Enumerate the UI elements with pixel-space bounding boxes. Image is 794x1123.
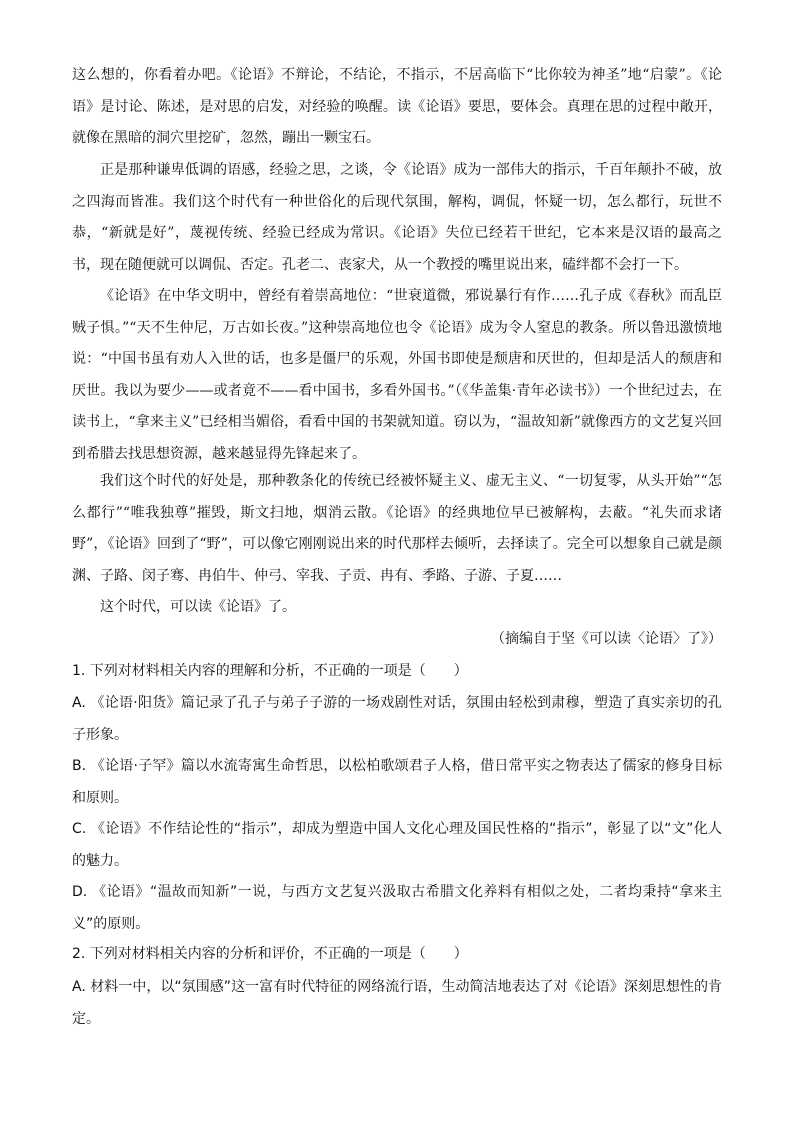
question-1-option-d: D. 《论语》“温故而知新”一说，与西方文艺复兴汲取古希腊文化养料有相似之处，二者均秉持“拿来主义”的原则。: [72, 884, 722, 932]
question-1-option-a: A. 《论语·阳货》篇记录了孔子与弟子子游的一场戏剧性对话，氛围由轻松到肃穆，塑造了真实亲切的孔子形象。: [72, 695, 722, 743]
question-2-option-a: A. 材料一中，以“氛围感”这一富有时代特征的网络流行语，生动简洁地表达了对《论语》深刻思想性的肯定。: [72, 979, 722, 1027]
passage-paragraph-5: 这个时代，可以读《论语》了。: [100, 599, 296, 615]
passage-paragraph-1: 这么想的，你看着办吧。《论语》不辩论，不结论，不指示，不居高临下“比你较为神圣”地“启蒙”。《论语》是讨论、陈述，是对思的启发，对经验的唤醒。读《论语》要思，要体会。真理在思的过程中敞开，就像在黑暗的洞穴里挖矿，忽然，蹦出一颗宝石。: [72, 67, 722, 147]
passage-paragraph-4: 我们这个时代的好处是，那种教条化的传统已经被怀疑主义、虚无主义、“一切复零，从头开始”“怎么都行”“唯我独尊”摧毁，斯文扫地，烟消云散。《论语》的经典地位早已被解构，去蔽。“礼失而求诸野”，《论语》回到了“野”，可以像它刚刚说出来的时代那样去倾听，去择读了。完全可以想象自己就是颜渊、子路、闵子骞、冉伯牛、仲弓、宰我、子贡、冉有、季路、子游、子夏……: [72, 473, 722, 584]
question-1-option-c: C. 《论语》不作结论性的“指示”，却成为塑造中国人文化心理及国民性格的“指示”，彰显了以“文”化人的魅力。: [72, 821, 722, 869]
question-1-stem: 1. 下列对材料相关内容的理解和分析，不正确的一项是（ ）: [72, 663, 468, 679]
passage-paragraph-3: 《论语》在中华文明中，曾经有着崇高地位：“世衰道微，邪说暴行有作……孔子成《春秋》而乱臣贼子惧。”“天不生仲尼，万古如长夜。”这种崇高地位也令《论语》成为令人窒息的教条。所以鲁迅激愤地说：“中国书虽有劝人入世的话，也多是僵尸的乐观，外国书即使是颓唐和厌世的，但却是活人的颓唐和厌世。我以为要少——或者竟不——看中国书，多看外国书。”（《华盖集·青年必读书》）一个世纪过去，在读书上，“拿来主义”已经相当媚俗，看看中国的书架就知道。窃以为，“温故知新”就像西方的文艺复兴回到希腊去找思想资源，越来越显得先锋起来了。: [72, 288, 722, 462]
passage-paragraph-2: 正是那种谦卑低调的语感，经验之思，之谈，令《论语》成为一部伟大的指示，千百年颠扑不破，放之四海而皆准。我们这个时代有一种世俗化的后现代氛围，解构，调侃，怀疑一切，怎么都行，玩世不恭，“新就是好”，蔑视传统、经验已经成为常识。《论语》失位已经若干世纪，它本来是汉语的最高之书，现在随便就可以调侃、否定。孔老二、丧家犬，从一个教授的嘴里说出来，磕绊都不会打一下。: [72, 162, 722, 273]
question-1-option-b: B. 《论语·子罕》篇以水流寄寓生命哲思，以松柏歌颂君子人格，借日常平实之物表达了儒家的修身目标和原则。: [72, 758, 722, 806]
question-2-stem: 2. 下列对材料相关内容的分析和评价，不正确的一项是（ ）: [72, 946, 468, 962]
passage-source: （摘编自于坚《可以读〈论语〉了》）: [491, 631, 722, 647]
